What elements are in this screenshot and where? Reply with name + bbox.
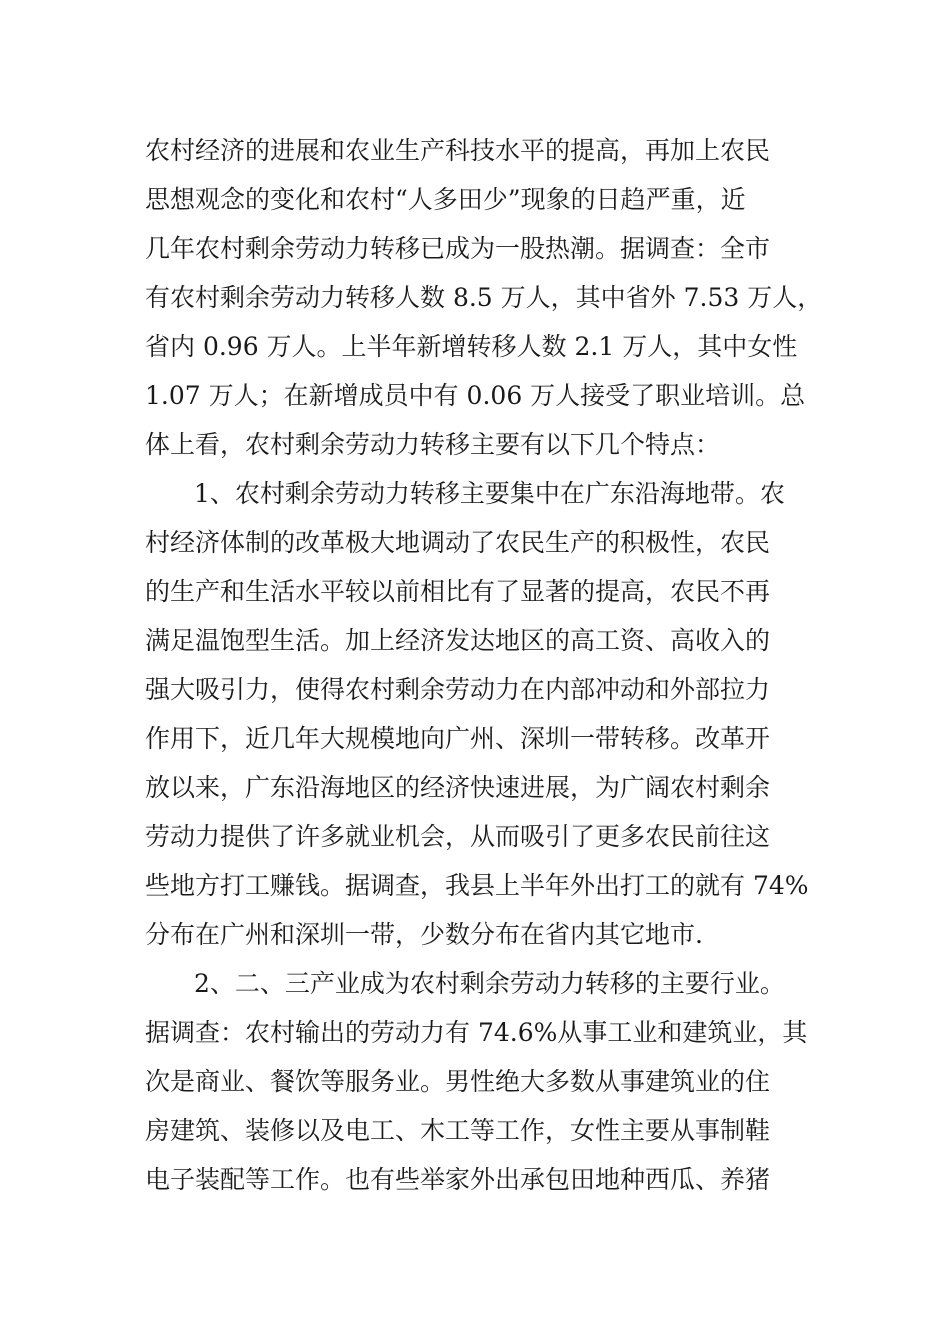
text-line: 1.07 万人；在新增成员中有 0.06 万人接受了职业培训。总 (145, 381, 806, 410)
paragraph-1-first-line: 1、农村剩余劳动力转移主要集中在广东沿海地带。农 (194, 479, 785, 508)
text-line: 农村经济的进展和农业生产科技水平的提高，再加上农民 (145, 136, 771, 165)
text-line: 电子装配等工作。也有些举家外出承包田地种西瓜、养猪 (145, 1165, 771, 1194)
text-line: 几年农村剩余劳动力转移已成为一股热潮。据调查：全市 (145, 234, 771, 263)
paragraph-2-first-line: 2、二、三产业成为农村剩余劳动力转移的主要行业。 (194, 969, 785, 998)
text-line: 分布在广州和深圳一带，少数分布在省内其它地市. (145, 920, 703, 949)
text-line: 的生产和生活水平较以前相比有了显著的提高，农民不再 (145, 577, 771, 606)
text-line: 思想观念的变化和农村“人多田少”现象的日趋严重，近 (145, 185, 746, 214)
text-line: 据调查：农村输出的劳动力有 74.6%从事工业和建筑业，其 (145, 1018, 808, 1047)
text-line: 劳动力提供了许多就业机会，从而吸引了更多农民前往这 (145, 822, 771, 851)
text-line: 次是商业、餐饮等服务业。男性绝大多数从事建筑业的住 (145, 1067, 771, 1096)
text-line: 些地方打工赚钱。据调查，我县上半年外出打工的就有 74% (145, 871, 809, 900)
text-line: 强大吸引力，使得农村剩余劳动力在内部冲动和外部拉力 (145, 675, 771, 704)
text-line: 体上看，农村剩余劳动力转移主要有以下几个特点： (145, 430, 721, 459)
text-line: 有农村剩余劳动力转移人数 8.5 万人，其中省外 7.53 万人， (145, 283, 823, 312)
text-line: 放以来，广东沿海地区的经济快速进展，为广阔农村剩余 (145, 773, 771, 802)
text-line: 房建筑、装修以及电工、木工等工作，女性主要从事制鞋 (145, 1116, 771, 1145)
text-line: 作用下，近几年大规模地向广州、深圳一带转移。改革开 (145, 724, 771, 753)
text-line: 满足温饱型生活。加上经济发达地区的高工资、高收入的 (145, 626, 771, 655)
text-line: 省内 0.96 万人。上半年新增转移人数 2.1 万人，其中女性 (145, 332, 798, 361)
text-line: 村经济体制的改革极大地调动了农民生产的积极性，农民 (145, 528, 771, 557)
